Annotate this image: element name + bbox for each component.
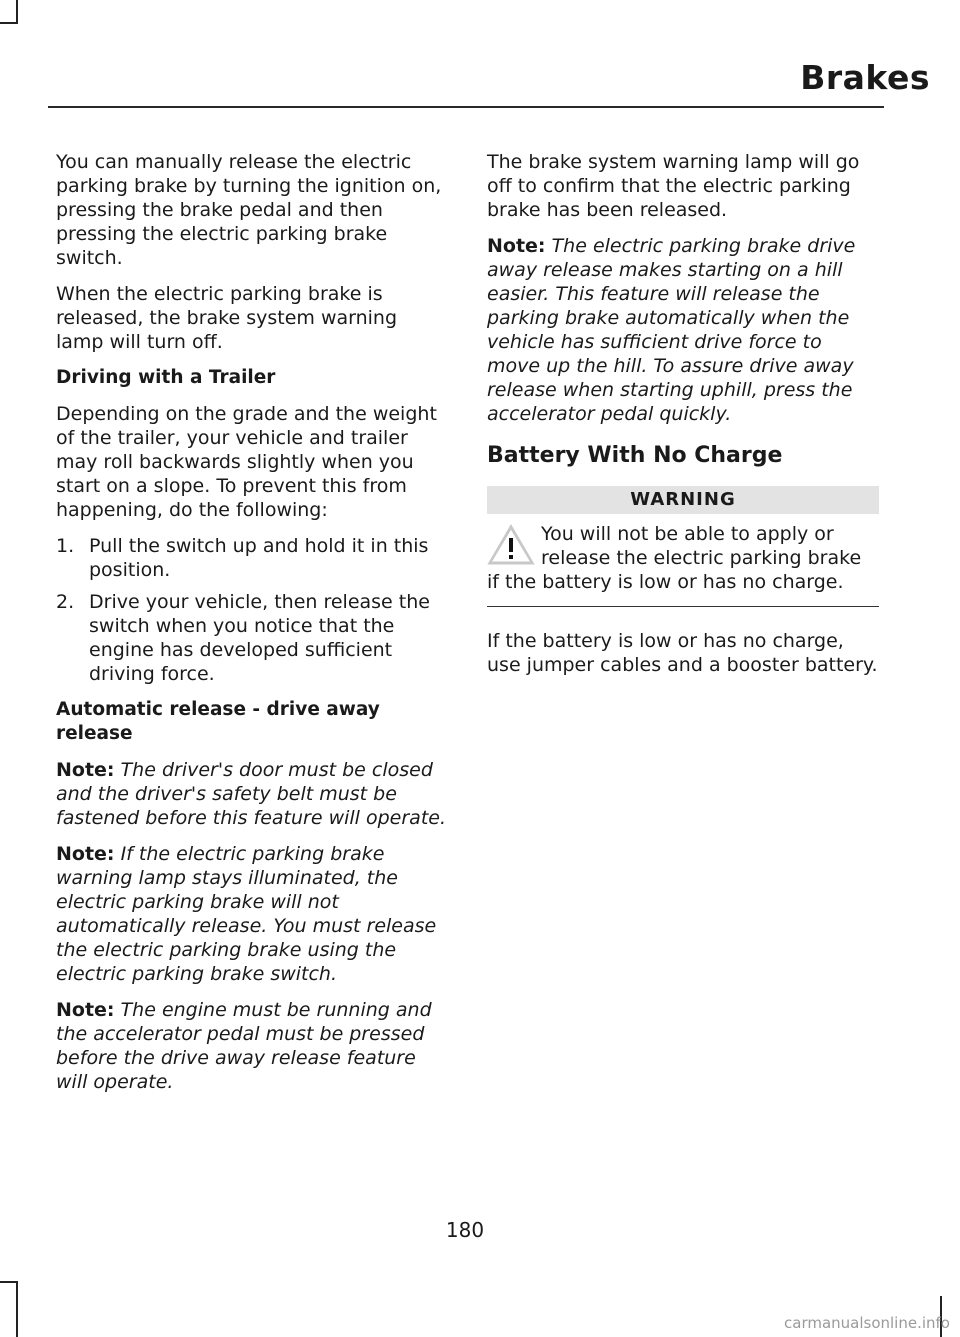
paragraph-manual-release: You can manually release the electric parking brake by turning the ignition on, pressing the brake pedal and then pressing the electric parking brake switch. [56,151,442,269]
note-text: The electric parking brake drive away release makes starting on a hill easier. This feature will release the parking brake automatically when the vehicle has sufficient drive force to move up the hill. To assure drive away release when starting uphill, press the accelerator pedal quickly. [487,235,856,425]
note-label: Note: [56,843,115,865]
paragraph-jumper-cables: If the battery is low or has no charge, use jumper cables and a booster battery. [487,630,878,676]
trailer-steps-list [56,534,448,686]
warning-box [487,486,879,607]
note-text: If the electric parking brake warning lamp stays illuminated, the electric parking brake will not automatically release. You must release the electric parking brake using the electric parking brake switch. [56,843,437,985]
crop-mark-top-left-h [0,22,18,24]
note-door-closed [56,758,448,830]
right-column [487,150,879,689]
note-label: Note: [487,235,546,257]
note-label: Note: [56,999,115,1021]
paragraph-lamp-confirm: The brake system warning lamp will go off to confirm that the electric parking brake has been released. [487,151,860,221]
crop-mark-top-left-v [16,0,18,24]
warning-divider [487,606,879,607]
list-item-number: 2. [56,591,75,613]
paragraph-lamp-off: When the electric parking brake is released, the brake system warning lamp will turn off. [56,283,398,353]
crop-mark-bottom-left-v [16,1281,18,1337]
warning-body [487,522,879,594]
note-text: The driver's door must be closed and the driver's safety belt must be fastened before this feature will operate. [56,759,446,829]
header-divider [48,106,884,108]
warning-header: WARNING [487,486,879,514]
page-title: Brakes [800,58,930,97]
crop-mark-bottom-left-h [0,1281,18,1283]
left-column [56,150,448,1106]
list-item-text: Drive your vehicle, then release the switch when you notice that the engine has developed sufficient driving force. [89,591,430,685]
list-item [56,590,448,686]
heading-battery-no-charge: Battery With No Charge [487,443,783,468]
warning-text: You will not be able to apply or release the electric parking brake if the battery is low or has no charge. [487,523,862,593]
paragraph-trailer-slope: Depending on the grade and the weight of the trailer, your vehicle and trailer may roll backwards slightly when you start on a slope. To prevent this from happening, do the following: [56,403,437,521]
page-number: 180 [445,1218,485,1242]
watermark: carmanualsonline.info [784,1314,950,1332]
list-item-number: 1. [56,535,75,557]
list-item [56,534,448,582]
heading-driving-with-trailer: Driving with a Trailer [56,367,276,388]
heading-automatic-release: Automatic release - drive away release [56,699,380,744]
note-label: Note: [56,759,115,781]
note-warning-lamp [56,842,448,986]
warning-triangle-icon [487,524,535,566]
note-drive-away [487,234,879,426]
note-text: The engine must be running and the accelerator pedal must be pressed before the drive away release feature will operate. [56,999,432,1093]
note-engine-running [56,998,448,1094]
list-item-text: Pull the switch up and hold it in this position. [89,535,429,581]
